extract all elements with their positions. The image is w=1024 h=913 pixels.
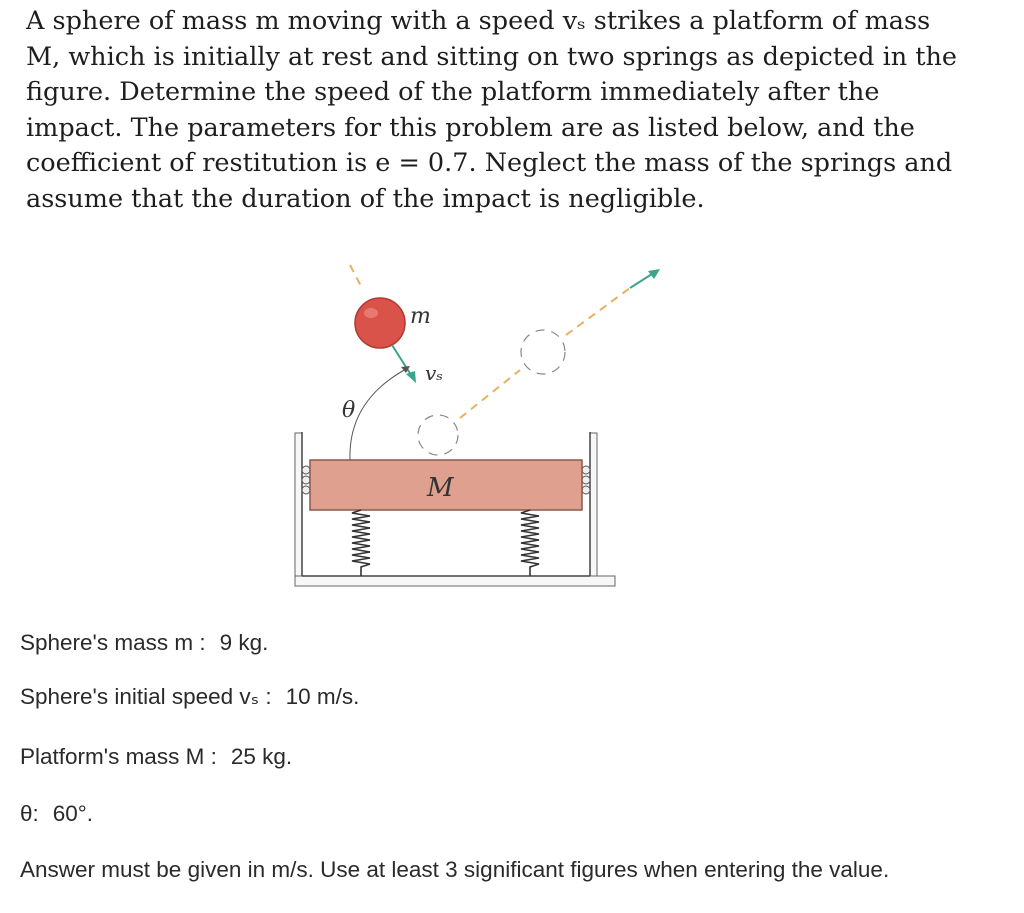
rebound-arrowhead <box>648 269 660 279</box>
param-theta-label: θ: <box>20 801 39 826</box>
problem-statement <box>26 4 986 217</box>
rebound-arrow <box>630 274 652 288</box>
param-platform-mass-value: 25 kg. <box>230 744 293 769</box>
springs <box>352 510 539 576</box>
sphere <box>355 298 405 348</box>
problem-line-3: figure. Determine the speed of the platform immediately after the <box>26 77 880 107</box>
param-theta-value: 60°. <box>52 801 94 826</box>
problem-line-5: coefficient of restitution is e = 0.7. Neglect the mass of the springs and <box>26 148 953 178</box>
problem-line-1: A sphere of mass m moving with a speed vₛ strikes a platform of mass <box>26 6 931 36</box>
rebound-trajectory-1 <box>460 370 520 418</box>
impact-figure <box>270 250 690 605</box>
label-vs: vₛ <box>425 361 444 385</box>
param-sphere-speed-value: 10 m/s. <box>285 684 360 709</box>
label-M: M <box>427 473 454 503</box>
param-platform-mass <box>20 744 292 770</box>
container-right-wall <box>590 433 597 583</box>
param-sphere-speed <box>20 684 359 710</box>
spring-right <box>521 510 539 576</box>
impact-ghost-sphere <box>418 415 458 455</box>
param-sphere-mass-label: Sphere's mass m : <box>20 630 206 655</box>
problem-line-2: M, which is initially at rest and sitting on two springs as depicted in the <box>26 41 958 72</box>
param-sphere-mass-value: 9 kg. <box>219 630 269 655</box>
param-platform-mass-label: Platform's mass M : <box>20 744 217 769</box>
theta-arc <box>350 368 408 460</box>
incoming-trajectory <box>350 265 362 288</box>
velocity-arrowhead <box>406 371 416 383</box>
container-left-wall <box>295 433 302 583</box>
sphere-highlight <box>364 308 378 318</box>
container-floor <box>295 576 615 586</box>
answer-note: Answer must be given in m/s. Use at least 3 significant figures when entering the value. <box>20 857 890 882</box>
spring-left <box>352 510 370 576</box>
label-m: m <box>410 304 431 329</box>
problem-line-6: assume that the duration of the impact is negligible. <box>26 183 705 214</box>
param-sphere-mass <box>20 630 268 656</box>
figure-drawing <box>270 250 690 605</box>
rebound-trajectory-2 <box>566 288 630 335</box>
param-sphere-speed-label: Sphere's initial speed vₛ : <box>20 684 272 709</box>
label-theta: θ <box>342 398 356 423</box>
param-theta <box>20 801 93 827</box>
problem-line-4: impact. The parameters for this problem are as listed below, and the <box>26 112 915 143</box>
rebound-ghost-sphere <box>521 330 565 374</box>
